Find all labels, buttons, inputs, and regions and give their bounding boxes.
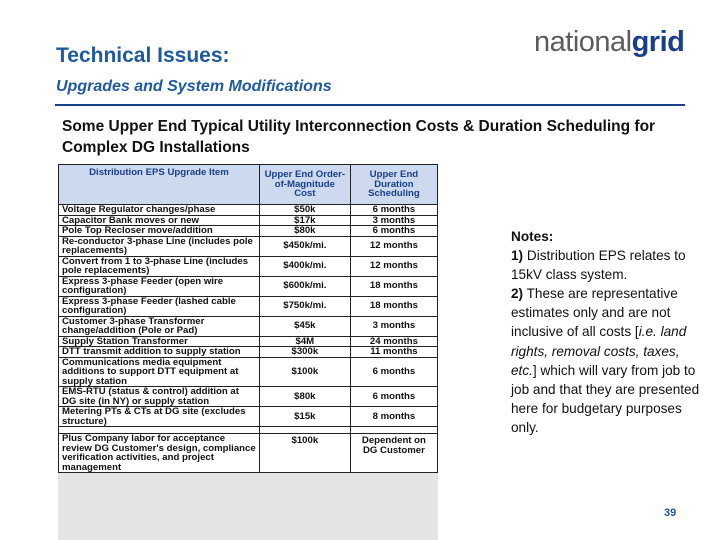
row-cost: $17k (259, 215, 350, 226)
row-cost: $600k/mi. (259, 276, 350, 296)
row-duration: Dependent on DG Customer (350, 434, 437, 473)
row-duration: 24 months (350, 336, 437, 347)
slide-title: Technical Issues: (56, 44, 230, 67)
row-item: Capacitor Bank moves or new (59, 215, 260, 226)
note-2-italic: i.e. land rights, removal costs, taxes, etc. (511, 324, 687, 378)
row-cost: $300k (259, 347, 350, 358)
table-row (59, 226, 438, 237)
table-row (59, 256, 438, 276)
row-duration: 6 months (350, 357, 437, 387)
table-row (59, 347, 438, 358)
column-header-item: Distribution EPS Upgrade Item (59, 165, 260, 205)
row-cost: $50k (259, 205, 350, 216)
table-row (59, 407, 438, 427)
notes-title: Notes: (511, 229, 554, 244)
row-duration: 18 months (350, 296, 437, 316)
row-item: Communications media equipment additions to support DTT equipment at supply station (59, 357, 260, 387)
note-1-text: Distribution EPS relates to 15kV class system. (511, 248, 686, 283)
note-2-text-b: ] which will vary from job to job and that they are presented here for budgetary purposes only. (511, 362, 700, 435)
row-duration: 6 months (350, 387, 437, 407)
row-cost: $100k (259, 434, 350, 473)
logo-prefix: national (534, 26, 632, 58)
row-item: Express 3-phase Feeder (lashed cable configuration) (59, 296, 260, 316)
table-row (59, 205, 438, 216)
column-header-cost: Upper End Order-of-Magnitude Cost (259, 165, 350, 205)
row-duration: 6 months (350, 205, 437, 216)
table-row (59, 336, 438, 347)
row-duration: 6 months (350, 226, 437, 237)
row-cost: $400k/mi. (259, 256, 350, 276)
table-row (59, 357, 438, 387)
row-item: Plus Company labor for acceptance review DG Customer's design, compliance verification activities, and project management (59, 434, 260, 473)
row-item: Express 3-phase Feeder (open wire configuration) (59, 276, 260, 296)
row-duration: 11 months (350, 347, 437, 358)
notes-block (511, 227, 706, 437)
row-item: Customer 3-phase Transformer change/addition (Pole or Pad) (59, 316, 260, 336)
row-cost: $100k (259, 357, 350, 387)
row-duration: 18 months (350, 276, 437, 296)
row-cost: $450k/mi. (259, 236, 350, 256)
row-item: Pole Top Recloser move/addition (59, 226, 260, 237)
row-cost: $4M (259, 336, 350, 347)
row-duration: 8 months (350, 407, 437, 427)
note-1-number: 1) (511, 248, 524, 264)
slide-subtitle: Upgrades and System Modifications (56, 78, 332, 95)
table-row-final (59, 434, 438, 473)
row-item: Convert from 1 to 3-phase Line (includes pole replacements) (59, 256, 260, 276)
cost-table (58, 164, 438, 473)
row-cost: $15k (259, 407, 350, 427)
logo-suffix: grid (631, 26, 685, 58)
section-heading: Some Upper End Typical Utility Interconnection Costs & Duration Scheduling for Complex DG Installations (62, 118, 656, 156)
row-cost: $80k (259, 387, 350, 407)
table-row (59, 215, 438, 226)
row-duration: 12 months (350, 256, 437, 276)
row-item: Supply Station Transformer (59, 336, 260, 347)
note-2-number: 2) (511, 286, 524, 302)
note-2-text-a: These are representative estimates only and are not inclusive of all costs [ (511, 286, 678, 340)
row-cost: $750k/mi. (259, 296, 350, 316)
column-header-duration: Upper End Duration Scheduling (350, 165, 437, 205)
row-cost: $80k (259, 226, 350, 237)
row-item: Voltage Regulator changes/phase (59, 205, 260, 216)
table-row (59, 316, 438, 336)
row-item: Metering PTs & CTs at DG site (excludes structure) (59, 407, 260, 427)
row-item: DTT transmit addition to supply station (59, 347, 260, 358)
row-duration: 3 months (350, 215, 437, 226)
row-duration: 3 months (350, 316, 437, 336)
table-row (59, 296, 438, 316)
spacer-cell (350, 427, 437, 434)
page-number: 39 (664, 507, 677, 519)
row-duration: 12 months (350, 236, 437, 256)
table-row (59, 387, 438, 407)
table-row (59, 276, 438, 296)
cost-table-image (58, 164, 438, 540)
row-item: Re-conductor 3-phase Line (includes pole replacements) (59, 236, 260, 256)
table-row (59, 236, 438, 256)
title-divider (55, 104, 685, 106)
spacer-cell (259, 427, 350, 434)
row-cost: $45k (259, 316, 350, 336)
national-grid-logo (534, 26, 684, 59)
table-header-row (59, 165, 438, 205)
row-item: EMS-RTU (status & control) addition at DG site (in NY) or supply station (59, 387, 260, 407)
